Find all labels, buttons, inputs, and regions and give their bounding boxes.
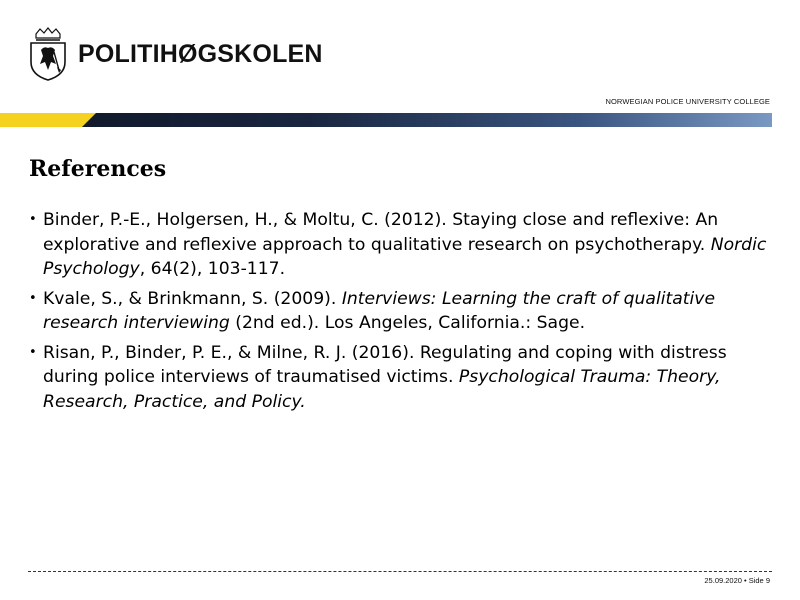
footer-date-page: 25.09.2020 • Side 9 — [704, 576, 770, 585]
coat-of-arms-icon — [26, 26, 70, 82]
reference-text: , 64(2), 103-117. — [139, 259, 286, 279]
reference-italic: Nordic Psychology — [43, 234, 767, 279]
logo — [26, 26, 323, 82]
reference-list — [29, 208, 769, 419]
header-band-accent — [0, 113, 96, 127]
reference-italic: Psychological Trauma: Theory, Research, Practice, and Policy. — [43, 367, 721, 412]
reference-text: Risan, P., Binder, P. E., & Milne, R. J. (2016). Regulating and coping with distress during police interviews of traumatised victims. — [43, 342, 727, 387]
reference-italic: Interviews: Learning the craft of qualitative research interviewing — [43, 288, 716, 333]
reference-item — [29, 208, 769, 282]
bullet-icon: • — [29, 344, 37, 360]
slide-title: References — [29, 156, 167, 182]
reference-item — [29, 341, 769, 415]
bullet-icon: • — [29, 212, 37, 227]
institution-subtitle: NORWEGIAN POLICE UNIVERSITY COLLEGE — [605, 97, 770, 106]
reference-text: (2nd ed.). Los Angeles, California.: Sage. — [229, 313, 586, 333]
bullet-icon: • — [29, 290, 37, 306]
reference-text: Kvale, S., & Brinkmann, S. (2009). — [43, 288, 342, 309]
footer-divider — [28, 571, 772, 572]
brand-name: POLITIHØGSKOLEN — [78, 39, 323, 68]
reference-text: Binder, P.-E., Holgersen, H., & Moltu, C. (2012). Staying close and reflexive: An explorative and reflexive approach to qualitative research on psychotherapy. — [43, 210, 719, 255]
reference-item — [29, 287, 769, 336]
header-band — [0, 113, 772, 127]
